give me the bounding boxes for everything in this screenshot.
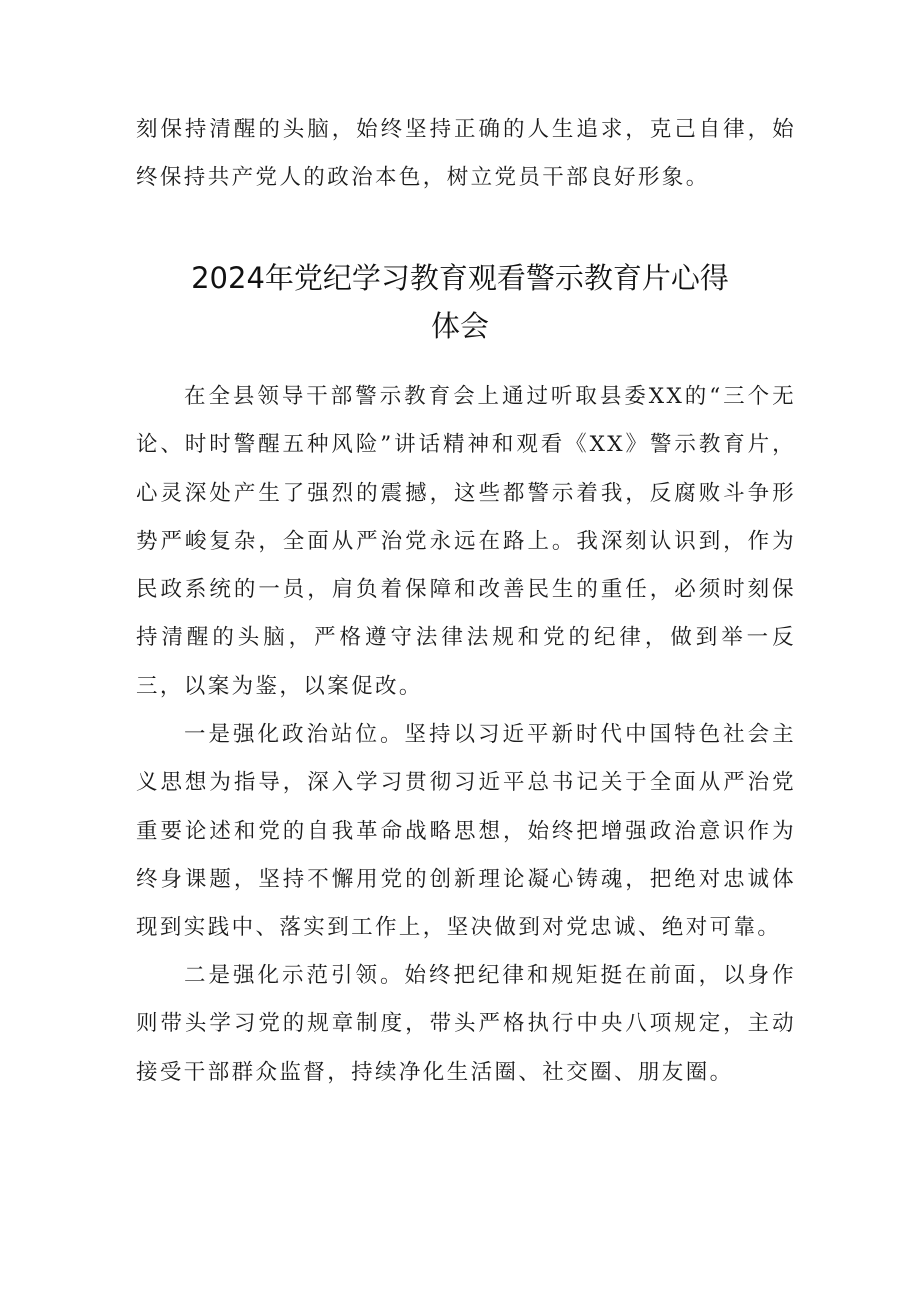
body-paragraph: 二是强化示范引领。始终把纪律和规矩挺在前面，以身作则带头学习党的规章制度，带头严格执行中央八项规定，主动接受干部群众监督，持续净化生活圈、社交圈、朋友圈。	[136, 963, 796, 1085]
title-line-1: 2024年党纪学习教育观看警示教育片心得	[191, 261, 729, 295]
title-line-2: 体会	[430, 309, 489, 343]
intro-paragraph: 刻保持清醒的头脑，始终坚持正确的人生追求，克己自律，始终保持共产党人的政治本色，树立党员干部良好形象。	[136, 117, 796, 191]
document-title	[120, 254, 800, 350]
body-paragraph: 在全县领导干部警示教育会上通过听取县委XX的“三个无论、时时警醒五种风险”讲话精神和观看《XX》警示教育片，心灵深处产生了强烈的震撼，这些都警示着我，反腐败斗争形势严峻复杂，全面从严治党永远在路上。我深刻认识到，作为民政系统的一员，肩负着保障和改善民生的重任，必须时刻保持清醒的头脑，严格遵守法律法规和党的纪律，做到举一反三，以案为鉴，以案促改。	[136, 384, 796, 699]
body-paragraph: 一是强化政治站位。坚持以习近平新时代中国特色社会主义思想为指导，深入学习贯彻习近平总书记关于全面从严治党重要论述和党的自我革命战略思想，始终把增强政治意识作为终身课题，坚持不懈用党的创新理论凝心铸魂，把绝对忠诚体现到实践中、落实到工作上，坚决做到对党忠诚、绝对可靠。	[136, 722, 796, 941]
